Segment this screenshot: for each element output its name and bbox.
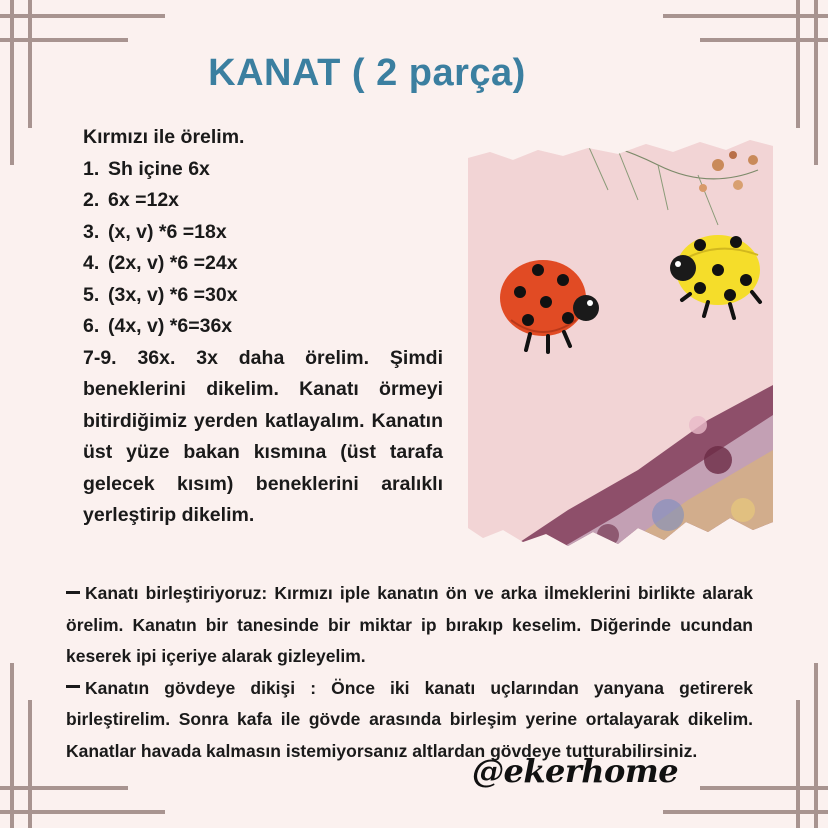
step-number: 5. (83, 283, 100, 306)
step-4 (83, 248, 443, 280)
step-6 (83, 311, 443, 343)
step-text: (2x, v) *6 =24x (108, 252, 238, 274)
intro-text: Kırmızı ile örelim. (83, 126, 245, 148)
step-7-9: 7-9. 36x. 3x daha örelim. Şimdi beneklerini dikelim. Kanatı örmeyi bitirdiğimiz yerden katlayalım. Kanatın üst yüze bakan kısmına (üst tarafa gelecek kısım) beneklerini aralıklı yerleştirip dikelim. (83, 346, 443, 526)
step-5 (83, 280, 443, 312)
step-number: 2. (83, 189, 100, 211)
step-text: Sh içine 6x (108, 157, 210, 180)
signature-watermark: @ekerhome (472, 752, 679, 790)
step-text: 6x =12x (108, 189, 180, 211)
step-number: 1. (83, 157, 100, 180)
dash-bullet (66, 591, 80, 594)
step-text: (4x, v) *6=36x (108, 315, 233, 337)
dash-bullet (66, 685, 80, 688)
ladybug-photo (468, 130, 773, 550)
step-number: 3. (83, 220, 100, 243)
step-1 (83, 154, 443, 186)
note-text: Kanatın gövdeye dikişi : Önce iki kanatı uçlarından yanyana getirerek birleştirelim. Sonra kafa ile gövde arasında birleşim yerine ortalayarak dikelim. Kanatlar havada kalmasın istemiyorsanız altlardan gövdeye tutturabilirsiniz. (66, 677, 753, 761)
page-title: KANAT ( 2 parça) (208, 52, 526, 94)
step-3 (83, 217, 443, 249)
step-text: (3x, v) *6 =30x (108, 283, 238, 306)
assembly-notes (66, 578, 753, 767)
step-2 (83, 185, 443, 217)
note-text: Kanatı birleştiriyoruz: Kırmızı iple kanatın ön ve arka ilmeklerini birlikte alarak örelim. Kanatın bir tanesinde bir miktar ip bırakıp keselim. Diğerinde ucundan keserek ipi içeriye alarak gizleyelim. (66, 583, 753, 666)
pattern-steps (83, 122, 443, 532)
note-joining-wings (66, 578, 753, 673)
step-number: 4. (83, 252, 100, 274)
step-number: 6. (83, 315, 100, 337)
step-text: (x, v) *6 =18x (108, 220, 227, 243)
